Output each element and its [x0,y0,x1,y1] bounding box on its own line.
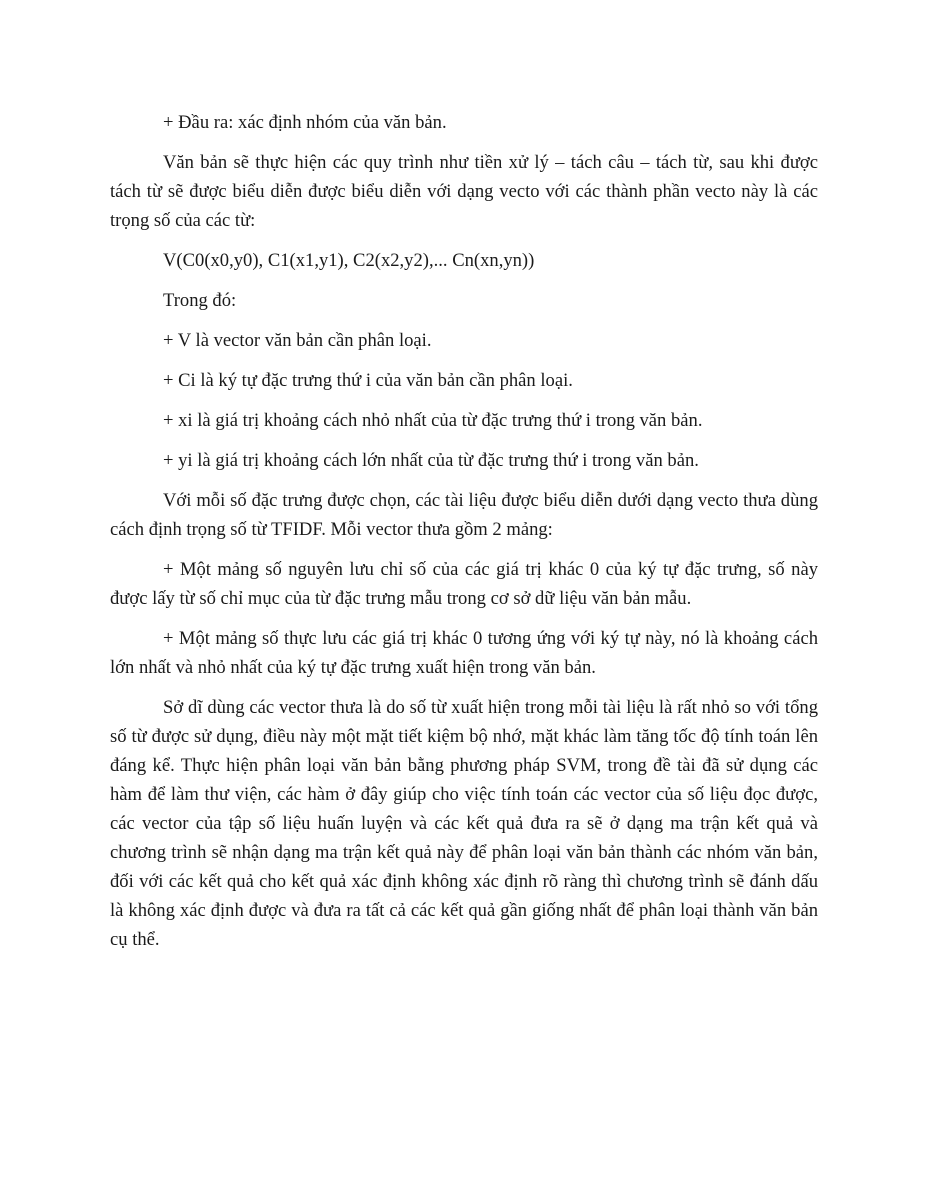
where-label: Trong đó: [163,290,237,311]
document-page [110,108,818,965]
vector-formula: V(C0(x0,y0), C1(x1,y1), C2(x2,y2),... Cn(xn,yn)) [163,250,535,271]
integer-array-item: + Một mảng số nguyên lưu chỉ số của các giá trị khác 0 của ký tự đặc trưng, số này được lấy từ số chỉ mục của từ đặc trưng mẫu trong cơ sở dữ liệu văn bản mẫu. [110,559,818,609]
sparse-vector-intro: Với mỗi số đặc trưng được chọn, các tài liệu được biểu diễn dưới dạng vecto thưa dùng cách định trọng số từ TFIDF. Mỗi vector thưa gồm 2 mảng: [110,490,818,540]
definition-v: + V là vector văn bản cần phân loại. [163,330,432,351]
definition-xi: + xi là giá trị khoảng cách nhỏ nhất của từ đặc trưng thứ i trong văn bản. [163,410,703,431]
definition-yi: + yi là giá trị khoảng cách lớn nhất của từ đặc trưng thứ i trong văn bản. [163,450,699,471]
svm-paragraph: Sở dĩ dùng các vector thưa là do số từ xuất hiện trong mỗi tài liệu là rất nhỏ so với tổng số từ được sử dụng, điều này một mặt tiết kiệm bộ nhớ, mặt khác làm tăng tốc độ tính toán lên đáng kể. Thực hiện phân loại văn bản bằng phương pháp SVM, trong đề tài đã sử dụng các hàm để làm thư viện, các hàm ở đây giúp cho việc tính toán các vector của số liệu đọc được, các vector của tập số liệu huấn luyện và các kết quả đưa ra sẽ ở dạng ma trận kết quả và chương trình sẽ nhận dạng ma trận kết quả này để phân loại văn bản thành các nhóm văn bản, đối với các kết quả cho kết quả xác định không xác định rõ ràng thì chương trình sẽ đánh dấu là không xác định được và đưa ra tất cả các kết quả gần giống nhất để phân loại thành văn bản cụ thể. [110,697,818,950]
output-line: + Đầu ra: xác định nhóm của văn bản. [163,112,447,133]
definition-ci: + Ci là ký tự đặc trưng thứ i của văn bản cần phân loại. [163,370,573,391]
process-paragraph: Văn bản sẽ thực hiện các quy trình như tiền xử lý – tách câu – tách từ, sau khi được tách từ sẽ được biểu diễn được biểu diễn với dạng vecto với các thành phần vecto này là các trọng số của các từ: [110,152,818,231]
real-array-item: + Một mảng số thực lưu các giá trị khác 0 tương ứng với ký tự này, nó là khoảng cách lớn nhất và nhỏ nhất của ký tự đặc trưng xuất hiện trong văn bản. [110,628,818,678]
